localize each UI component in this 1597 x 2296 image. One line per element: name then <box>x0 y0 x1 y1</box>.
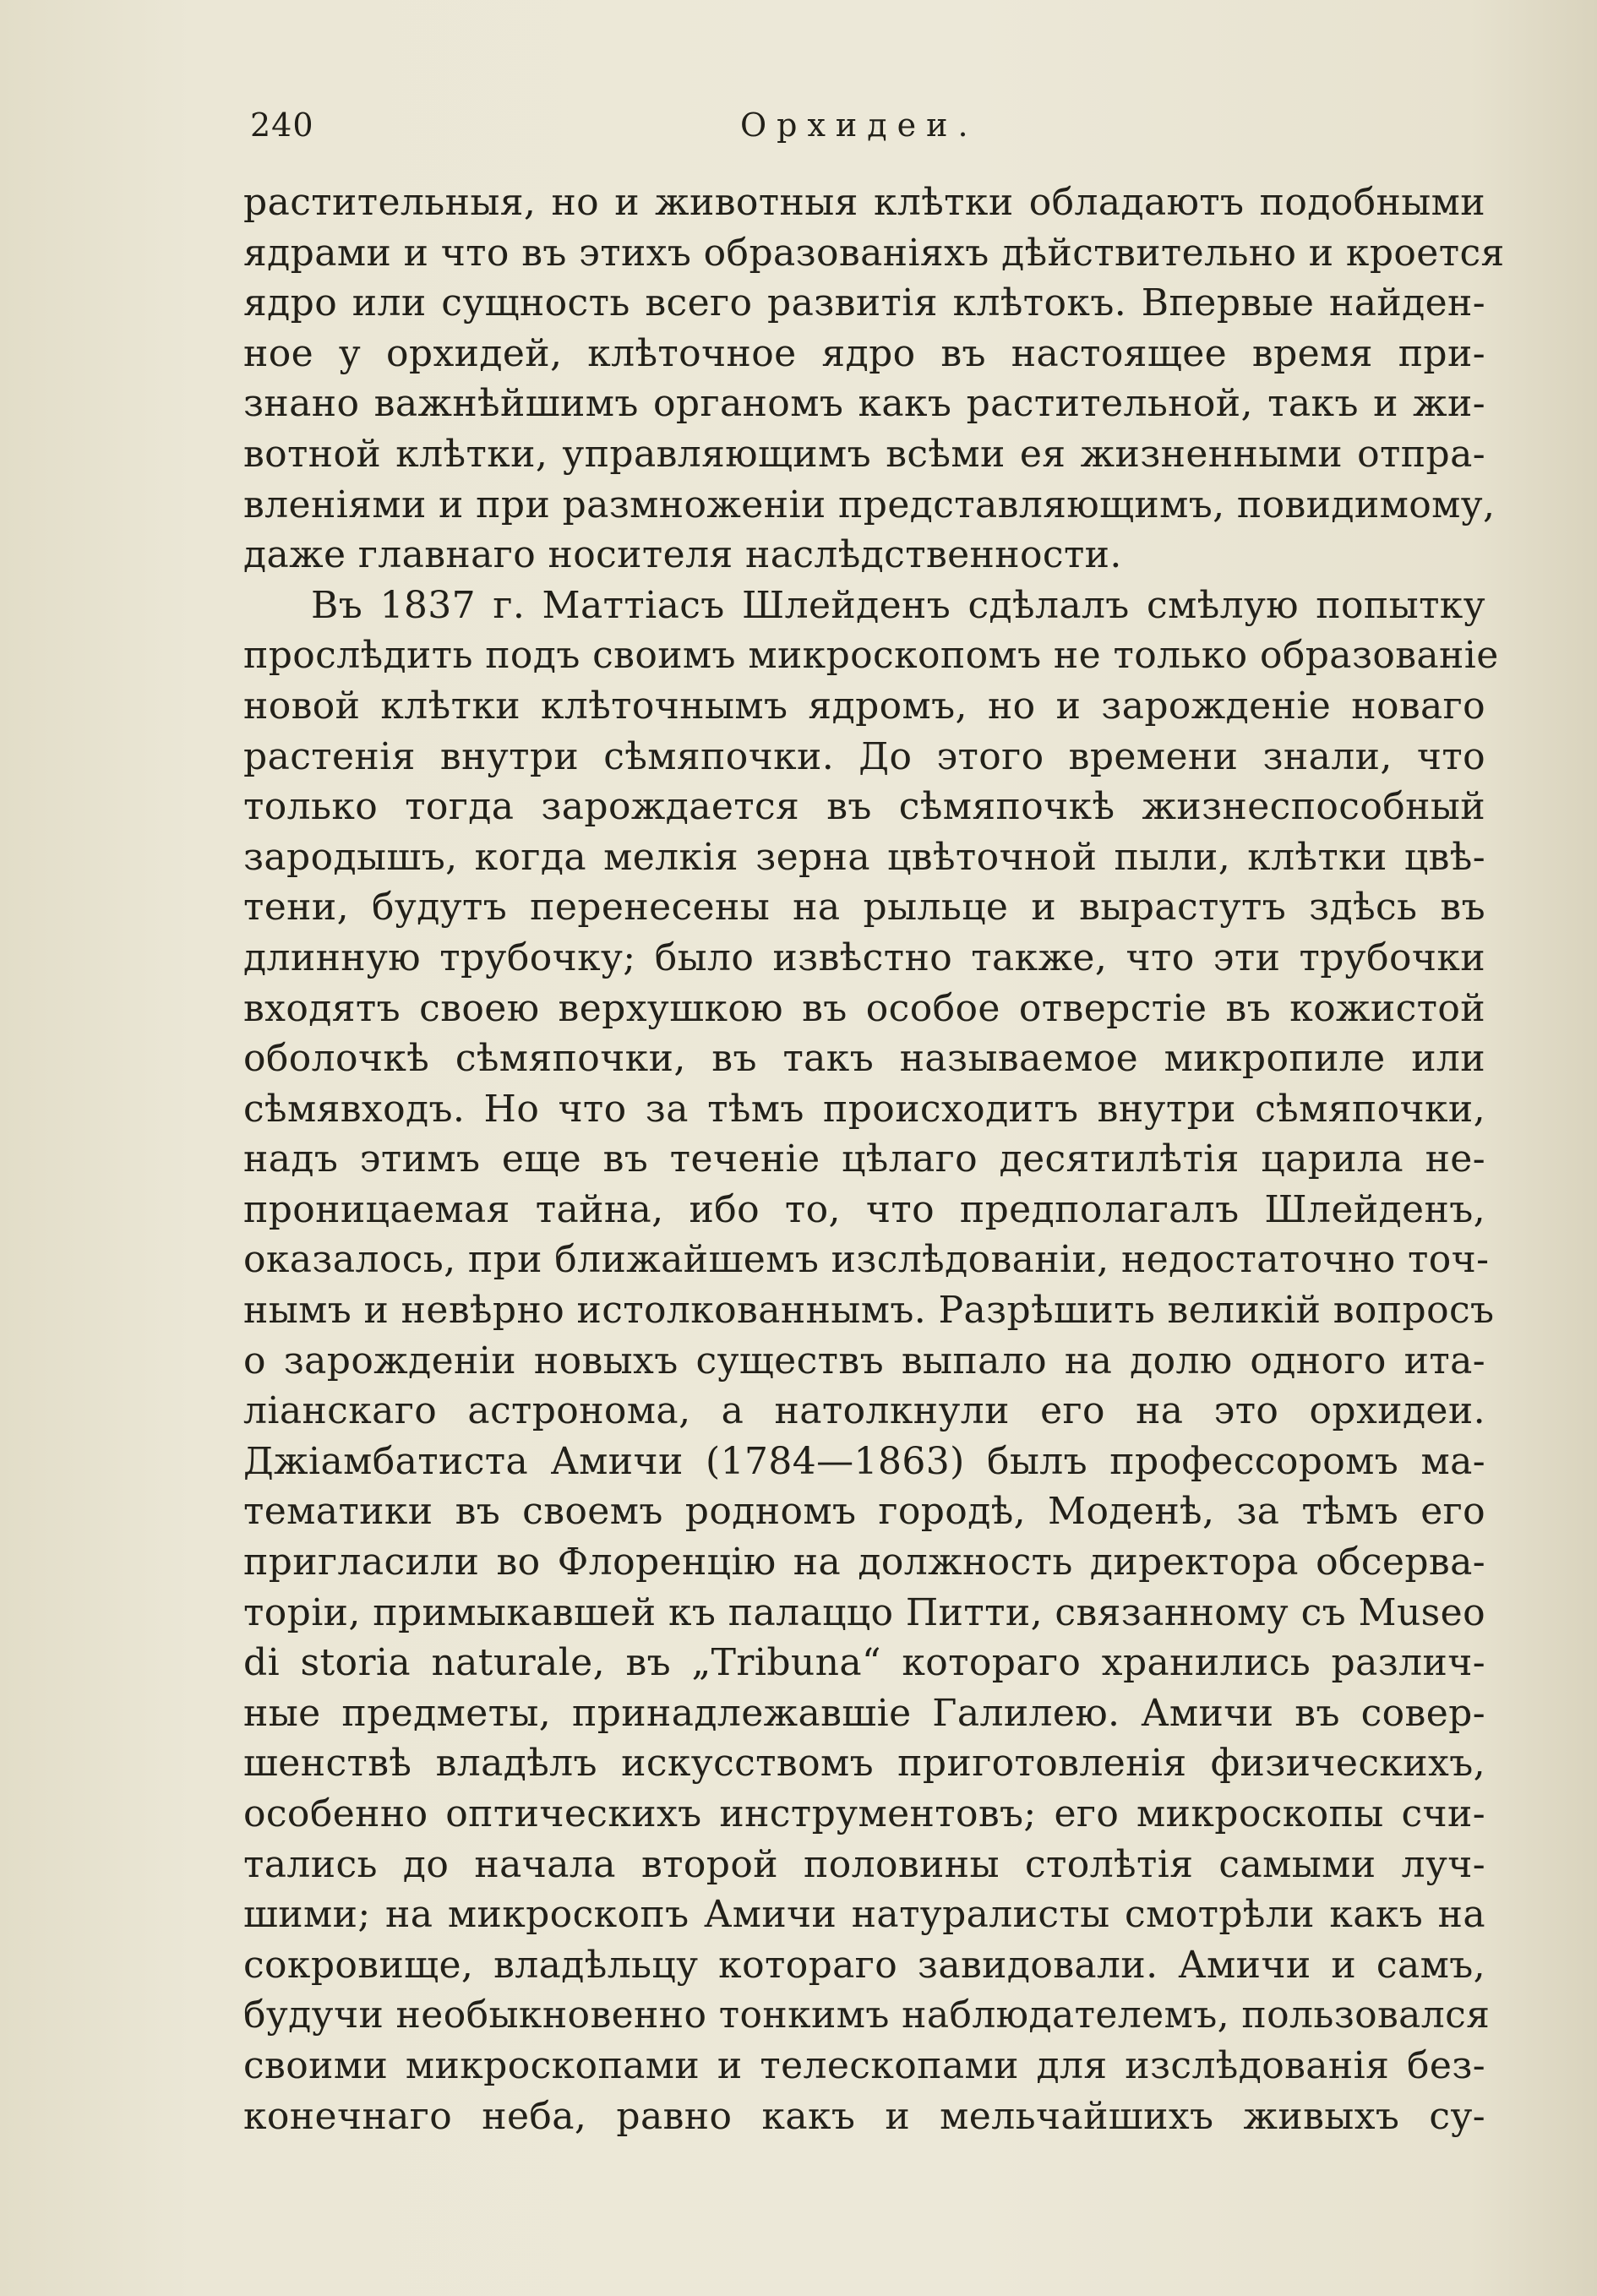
text-line: шенствѣ владѣлъ искусствомъ приготовленія физическихъ, <box>243 1742 1485 1786</box>
text-line: ные предметы, принадлежавшіе Галилею. Амичи въ совер- <box>243 1691 1485 1735</box>
text-line: растительныя, но и животныя клѣтки обладаютъ подобными <box>243 181 1485 224</box>
paragraph-start-line: Въ 1837 г. Маттіасъ Шлейденъ сдѣлалъ смѣлую попытку <box>311 583 1485 627</box>
text-line: проницаемая тайна, ибо то, что предполагалъ Шлейденъ, <box>243 1187 1485 1231</box>
text-line: входятъ своею верхушкою въ особое отверстіе въ кожистой <box>243 986 1485 1030</box>
text-line: о зарожденіи новыхъ существъ выпало на долю одного ита- <box>243 1339 1485 1383</box>
text-line: оболочкѣ сѣмяпочки, въ такъ называемое микропиле или <box>243 1037 1485 1081</box>
text-line: вленіями и при размноженіи представляющимъ, повидимому, <box>243 483 1496 526</box>
text-line: особенно оптическихъ инструментовъ; его микроскопы счи- <box>243 1792 1485 1835</box>
text-line: надъ этимъ еще въ теченіе цѣлаго десятилѣтія царила не- <box>243 1137 1485 1181</box>
text-line: вотной клѣтки, управляющимъ всѣми ея жизненными отпра- <box>243 432 1485 476</box>
text-line: тались до начала второй половины столѣтія самыми луч- <box>243 1842 1485 1886</box>
text-line: будучи необыкновенно тонкимъ наблюдателемъ, пользовался <box>243 1993 1491 2037</box>
text-line: пригласили во Флоренцію на должность директора обсерва- <box>243 1541 1485 1584</box>
text-line: только тогда зарождается въ сѣмяпочкѣ жизнеспособный <box>243 785 1485 829</box>
body-text <box>243 177 1505 2141</box>
text-line: оказалось, при ближайшемъ изслѣдованіи, недостаточно точ- <box>243 1238 1490 1282</box>
text-line: зародышъ, когда мелкія зерна цвѣточной пыли, клѣтки цвѣ- <box>243 835 1485 879</box>
text-line: своими микроскопами и телескопами для изслѣдованія без- <box>243 2043 1485 2087</box>
text-line: прослѣдить подъ своимъ микроскопомъ не только образованіе <box>243 634 1499 678</box>
text-line: сокровище, владѣльцу котораго завидовали. Амичи и самъ, <box>243 1943 1485 1987</box>
page-header <box>250 100 1484 150</box>
text-line: конечнаго неба, равно какъ и мельчайшихъ живыхъ су- <box>243 2094 1485 2138</box>
text-line: ядро или сущность всего развитія клѣтокъ. Впервые найден- <box>243 281 1485 325</box>
text-line: di storia naturale, въ „Tribuna“ котораго хранились различ- <box>243 1641 1485 1685</box>
text-line: торіи, примыкавшей къ палаццо Питти, связанному съ Museo <box>243 1590 1485 1634</box>
text-line: сѣмявходъ. Но что за тѣмъ происходитъ внутри сѣмяпочки, <box>243 1087 1485 1131</box>
text-line: тени, будутъ перенесены на рыльце и вырастутъ здѣсь въ <box>243 886 1485 930</box>
text-line: длинную трубочку; было извѣстно также, что эти трубочки <box>243 935 1485 979</box>
text-line: ядрами и что въ этихъ образованіяхъ дѣйствительно и кроется <box>243 231 1505 275</box>
text-line: знано важнѣйшимъ органомъ какъ растительной, такъ и жи- <box>243 382 1485 426</box>
text-line: тематики въ своемъ родномъ городѣ, Моденѣ, за тѣмъ его <box>243 1490 1485 1534</box>
text-line: растенія внутри сѣмяпочки. До этого времени знали, что <box>243 734 1485 778</box>
text-line: Джіамбатиста Амичи (1784—1863) былъ профессоромъ ма- <box>243 1439 1485 1483</box>
text-line: шими; на микроскопъ Амичи натуралисты смотрѣли какъ на <box>243 1893 1485 1937</box>
text-line: ліанскаго астронома, а натолкнули его на это орхидеи. <box>243 1389 1485 1433</box>
text-line: ное у орхидей, клѣточное ядро въ настоящее время при- <box>243 331 1485 375</box>
text-line: даже главнаго носителя наслѣдственности. <box>243 533 1122 577</box>
running-title: Орхидеи. <box>740 106 978 144</box>
page-number: 240 <box>250 106 314 144</box>
text-line: новой клѣтки клѣточнымъ ядромъ, но и зарожденіе новаго <box>243 684 1485 728</box>
text-line: нымъ и невѣрно истолкованнымъ. Разрѣшить великій вопросъ <box>243 1289 1495 1333</box>
